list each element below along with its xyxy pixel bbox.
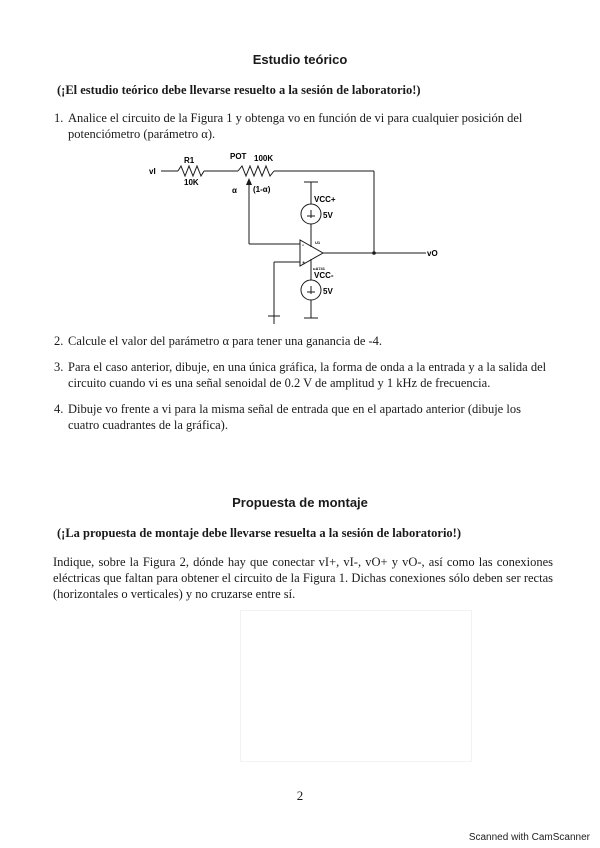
r1-value: 10K xyxy=(184,178,199,187)
opamp-ref: U1 xyxy=(315,240,321,245)
list-item-text: Dibuje vo frente a vi para la misma señal de entrada que en el apartado anterior (dibuje los cuatro cuadrantes de la gráfica). xyxy=(68,402,521,432)
page-number: 2 xyxy=(296,788,304,803)
list-item-text: Calcule el valor del parámetro α para tener una ganancia de -4. xyxy=(68,334,383,348)
pot-value: 100K xyxy=(254,154,274,163)
list-item-number: 2. xyxy=(54,334,64,348)
resistor-r1 xyxy=(178,166,204,176)
section-title-assembly: Propuesta de montaje xyxy=(232,495,368,510)
list-item-text: Para el caso anterior, dibuje, en una única gráfica, la forma de onda a la entrada y a la salida del circuito cuando vi es una señal senoidal de 0.2 V de amplitud y 1 kHz de frecuencia. xyxy=(68,360,547,390)
theory-note: (¡El estudio teórico debe llevarse resuelto a la sesión de laboratorio!) xyxy=(57,83,421,97)
wiper-arrow-icon xyxy=(246,178,252,185)
pot-name: POT xyxy=(230,152,247,161)
list-item-number: 1. xyxy=(54,111,64,125)
list-item-number: 4. xyxy=(54,402,64,416)
list-item-1 xyxy=(54,110,554,142)
list-item-4 xyxy=(54,401,554,433)
list-item-3 xyxy=(54,359,554,391)
list-item-text: Analice el circuito de la Figura 1 y obtenga vo en función de vi para cualquier posición del potenciómetro (parámetro α). xyxy=(68,111,523,141)
vcc-neg-value: 5V xyxy=(323,287,333,296)
section-title-theory: Estudio teórico xyxy=(252,52,348,67)
opamp-model: uA741 xyxy=(313,266,326,271)
circuit-figure-1 xyxy=(140,148,460,328)
one-minus-alpha-label: (1-α) xyxy=(253,185,271,194)
list-item-number: 3. xyxy=(54,360,64,374)
list-item-2 xyxy=(54,333,554,349)
assembly-note: (¡La propuesta de montaje debe llevarse resuelta a la sesión de laboratorio!) xyxy=(57,526,462,540)
r1-name: R1 xyxy=(184,156,195,165)
vcc-neg-label: VCC- xyxy=(314,271,334,280)
assembly-paragraph: Indique, sobre la Figura 2, dónde hay que conectar vI+, vI-, vO+ y vO-, así como las conexiones eléctricas que faltan para obtener el circuito de la Figura 1. Dichas conexiones sólo deben ser rectas (horizontales o verticales) y no cruzarse entre sí. xyxy=(53,555,553,601)
svg-text:-: - xyxy=(302,243,304,249)
potentiometer xyxy=(238,166,274,176)
junction-dot xyxy=(372,251,376,255)
bleed-through-figure xyxy=(240,610,472,762)
svg-text:+: + xyxy=(302,261,306,267)
vcc-pos-value: 5V xyxy=(323,211,333,220)
output-label: vO xyxy=(427,249,438,258)
alpha-label: α xyxy=(232,186,237,195)
vcc-pos-label: VCC+ xyxy=(314,195,336,204)
input-label: vI xyxy=(149,167,156,176)
scanner-footer: Scanned with CamScanner xyxy=(468,832,590,843)
